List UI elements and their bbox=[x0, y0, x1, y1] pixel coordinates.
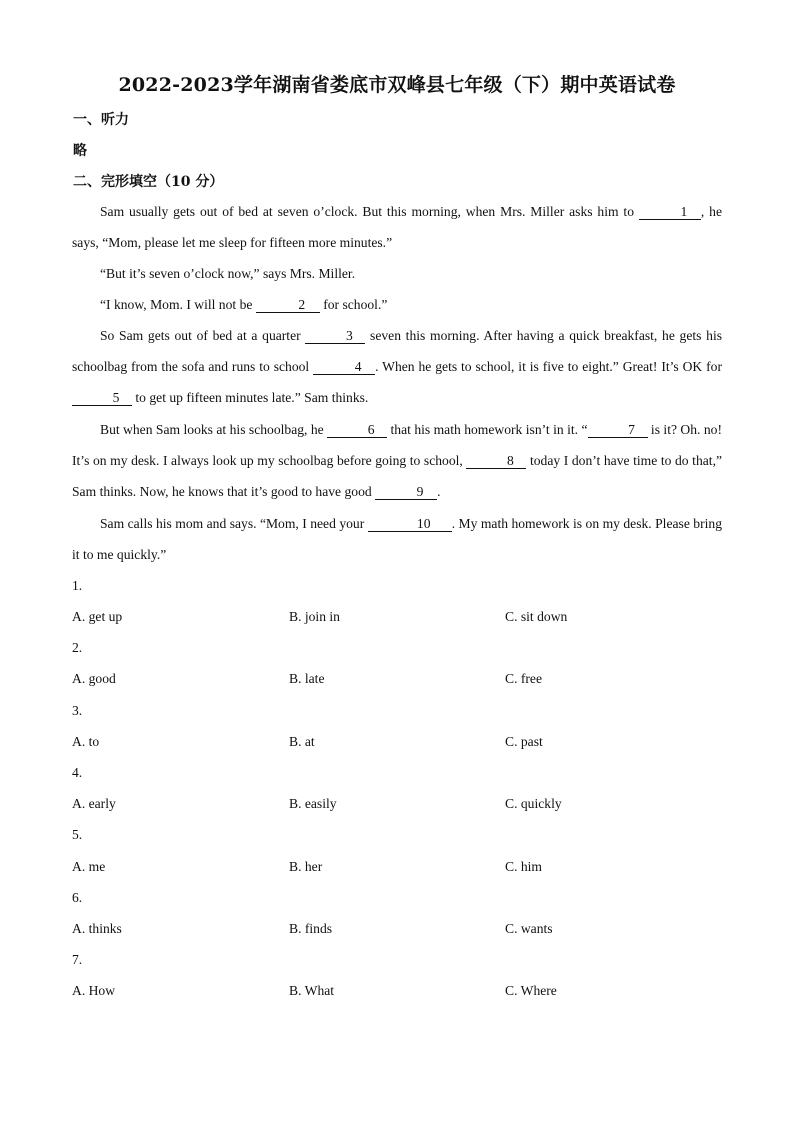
passage-text: for school.” bbox=[319, 297, 388, 312]
option-b: B. finds bbox=[289, 921, 333, 936]
cloze-blank-10: 10 bbox=[368, 517, 452, 532]
option-c: C. quickly bbox=[505, 796, 562, 811]
passage-paragraph-3 bbox=[72, 289, 722, 320]
section-body-omitted: 略 bbox=[73, 143, 87, 159]
option-b: B. easily bbox=[289, 796, 337, 811]
passage-text: Sam usually gets out of bed at seven o’clock. But this morning, when Mrs. Miller asks him to bbox=[100, 204, 639, 219]
passage-text: . When he gets to school, it is five to eight.” Great! It’s OK for bbox=[375, 359, 722, 375]
option-b: B. What bbox=[289, 983, 335, 998]
question-number: 6. bbox=[72, 890, 83, 905]
option-b: B. her bbox=[289, 859, 323, 874]
option-a: A. How bbox=[72, 983, 116, 998]
cloze-blank-6: 6 bbox=[327, 423, 387, 438]
cloze-blank-9: 9 bbox=[375, 485, 437, 500]
passage-text: Sam calls his mom and says. “Mom, I need your bbox=[100, 516, 368, 531]
passage-text: . bbox=[437, 484, 441, 500]
question-number: 2. bbox=[72, 640, 83, 655]
cloze-blank-8: 8 bbox=[466, 454, 526, 469]
option-a: A. good bbox=[72, 671, 116, 686]
passage-paragraph-2: “But it’s seven o’clock now,” says Mrs. Miller. bbox=[100, 266, 356, 281]
passage-text: is it? Oh. no! It’s on my desk. I always look up my schoolbag before going to school, bbox=[72, 422, 722, 469]
passage-text: But when Sam looks at his schoolbag, he bbox=[100, 422, 328, 437]
question-number: 5. bbox=[72, 827, 83, 842]
question-number: 1. bbox=[72, 578, 83, 593]
passage-text: to get up fifteen minutes late.” Sam thinks. bbox=[132, 390, 369, 406]
option-b: B. late bbox=[289, 671, 325, 686]
passage-text: . My math homework is on my desk. Please bring it to me quickly.” bbox=[72, 516, 722, 563]
passage-text: seven this morning. After having a quick breakfast, he gets his schoolbag from the sofa and runs to school bbox=[72, 328, 723, 375]
cloze-blank-5: 5 bbox=[72, 391, 132, 406]
option-c: C. sit down bbox=[505, 609, 568, 624]
passage-paragraph-4 bbox=[72, 320, 722, 414]
option-a: A. get up bbox=[72, 609, 123, 624]
option-a: A. me bbox=[72, 859, 106, 874]
cloze-blank-7: 7 bbox=[588, 423, 648, 438]
question-number: 7. bbox=[72, 952, 83, 967]
option-a: A. to bbox=[72, 734, 100, 749]
page-title: 2022-2023学年湖南省娄底市双峰县七年级（下）期中英语试卷 bbox=[118, 74, 676, 96]
option-a: A. early bbox=[72, 796, 116, 811]
section-heading-cloze: 二、完形填空（10 分） bbox=[73, 174, 224, 190]
passage-paragraph-6 bbox=[72, 508, 722, 570]
option-c: C. past bbox=[505, 734, 543, 749]
passage-paragraph-1 bbox=[72, 196, 722, 258]
cloze-blank-4: 4 bbox=[313, 360, 375, 375]
option-b: B. join in bbox=[289, 609, 340, 624]
option-b: B. at bbox=[289, 734, 315, 749]
option-c: C. him bbox=[505, 859, 543, 874]
option-c: C. Where bbox=[505, 983, 557, 998]
option-c: C. wants bbox=[505, 921, 553, 936]
cloze-blank-2: 2 bbox=[256, 298, 320, 313]
question-number: 4. bbox=[72, 765, 83, 780]
passage-text: today I don’t have time to do that,” Sam thinks. Now, he knows that it’s good to have good bbox=[72, 453, 723, 500]
cloze-blank-3: 3 bbox=[305, 329, 365, 344]
passage-text: , he says, “Mom, please let me sleep for fifteen more minutes.” bbox=[72, 204, 722, 251]
passage-text: So Sam gets out of bed at a quarter bbox=[100, 328, 306, 343]
question-number: 3. bbox=[72, 703, 83, 718]
section-heading-listening: 一、听力 bbox=[73, 112, 129, 128]
option-c: C. free bbox=[505, 671, 542, 686]
passage-text: that his math homework isn’t in it. “ bbox=[387, 422, 588, 437]
passage-text: “I know, Mom. I will not be bbox=[100, 297, 256, 312]
cloze-blank-1: 1 bbox=[639, 205, 701, 220]
passage-paragraph-5 bbox=[72, 414, 722, 508]
option-a: A. thinks bbox=[72, 921, 122, 936]
